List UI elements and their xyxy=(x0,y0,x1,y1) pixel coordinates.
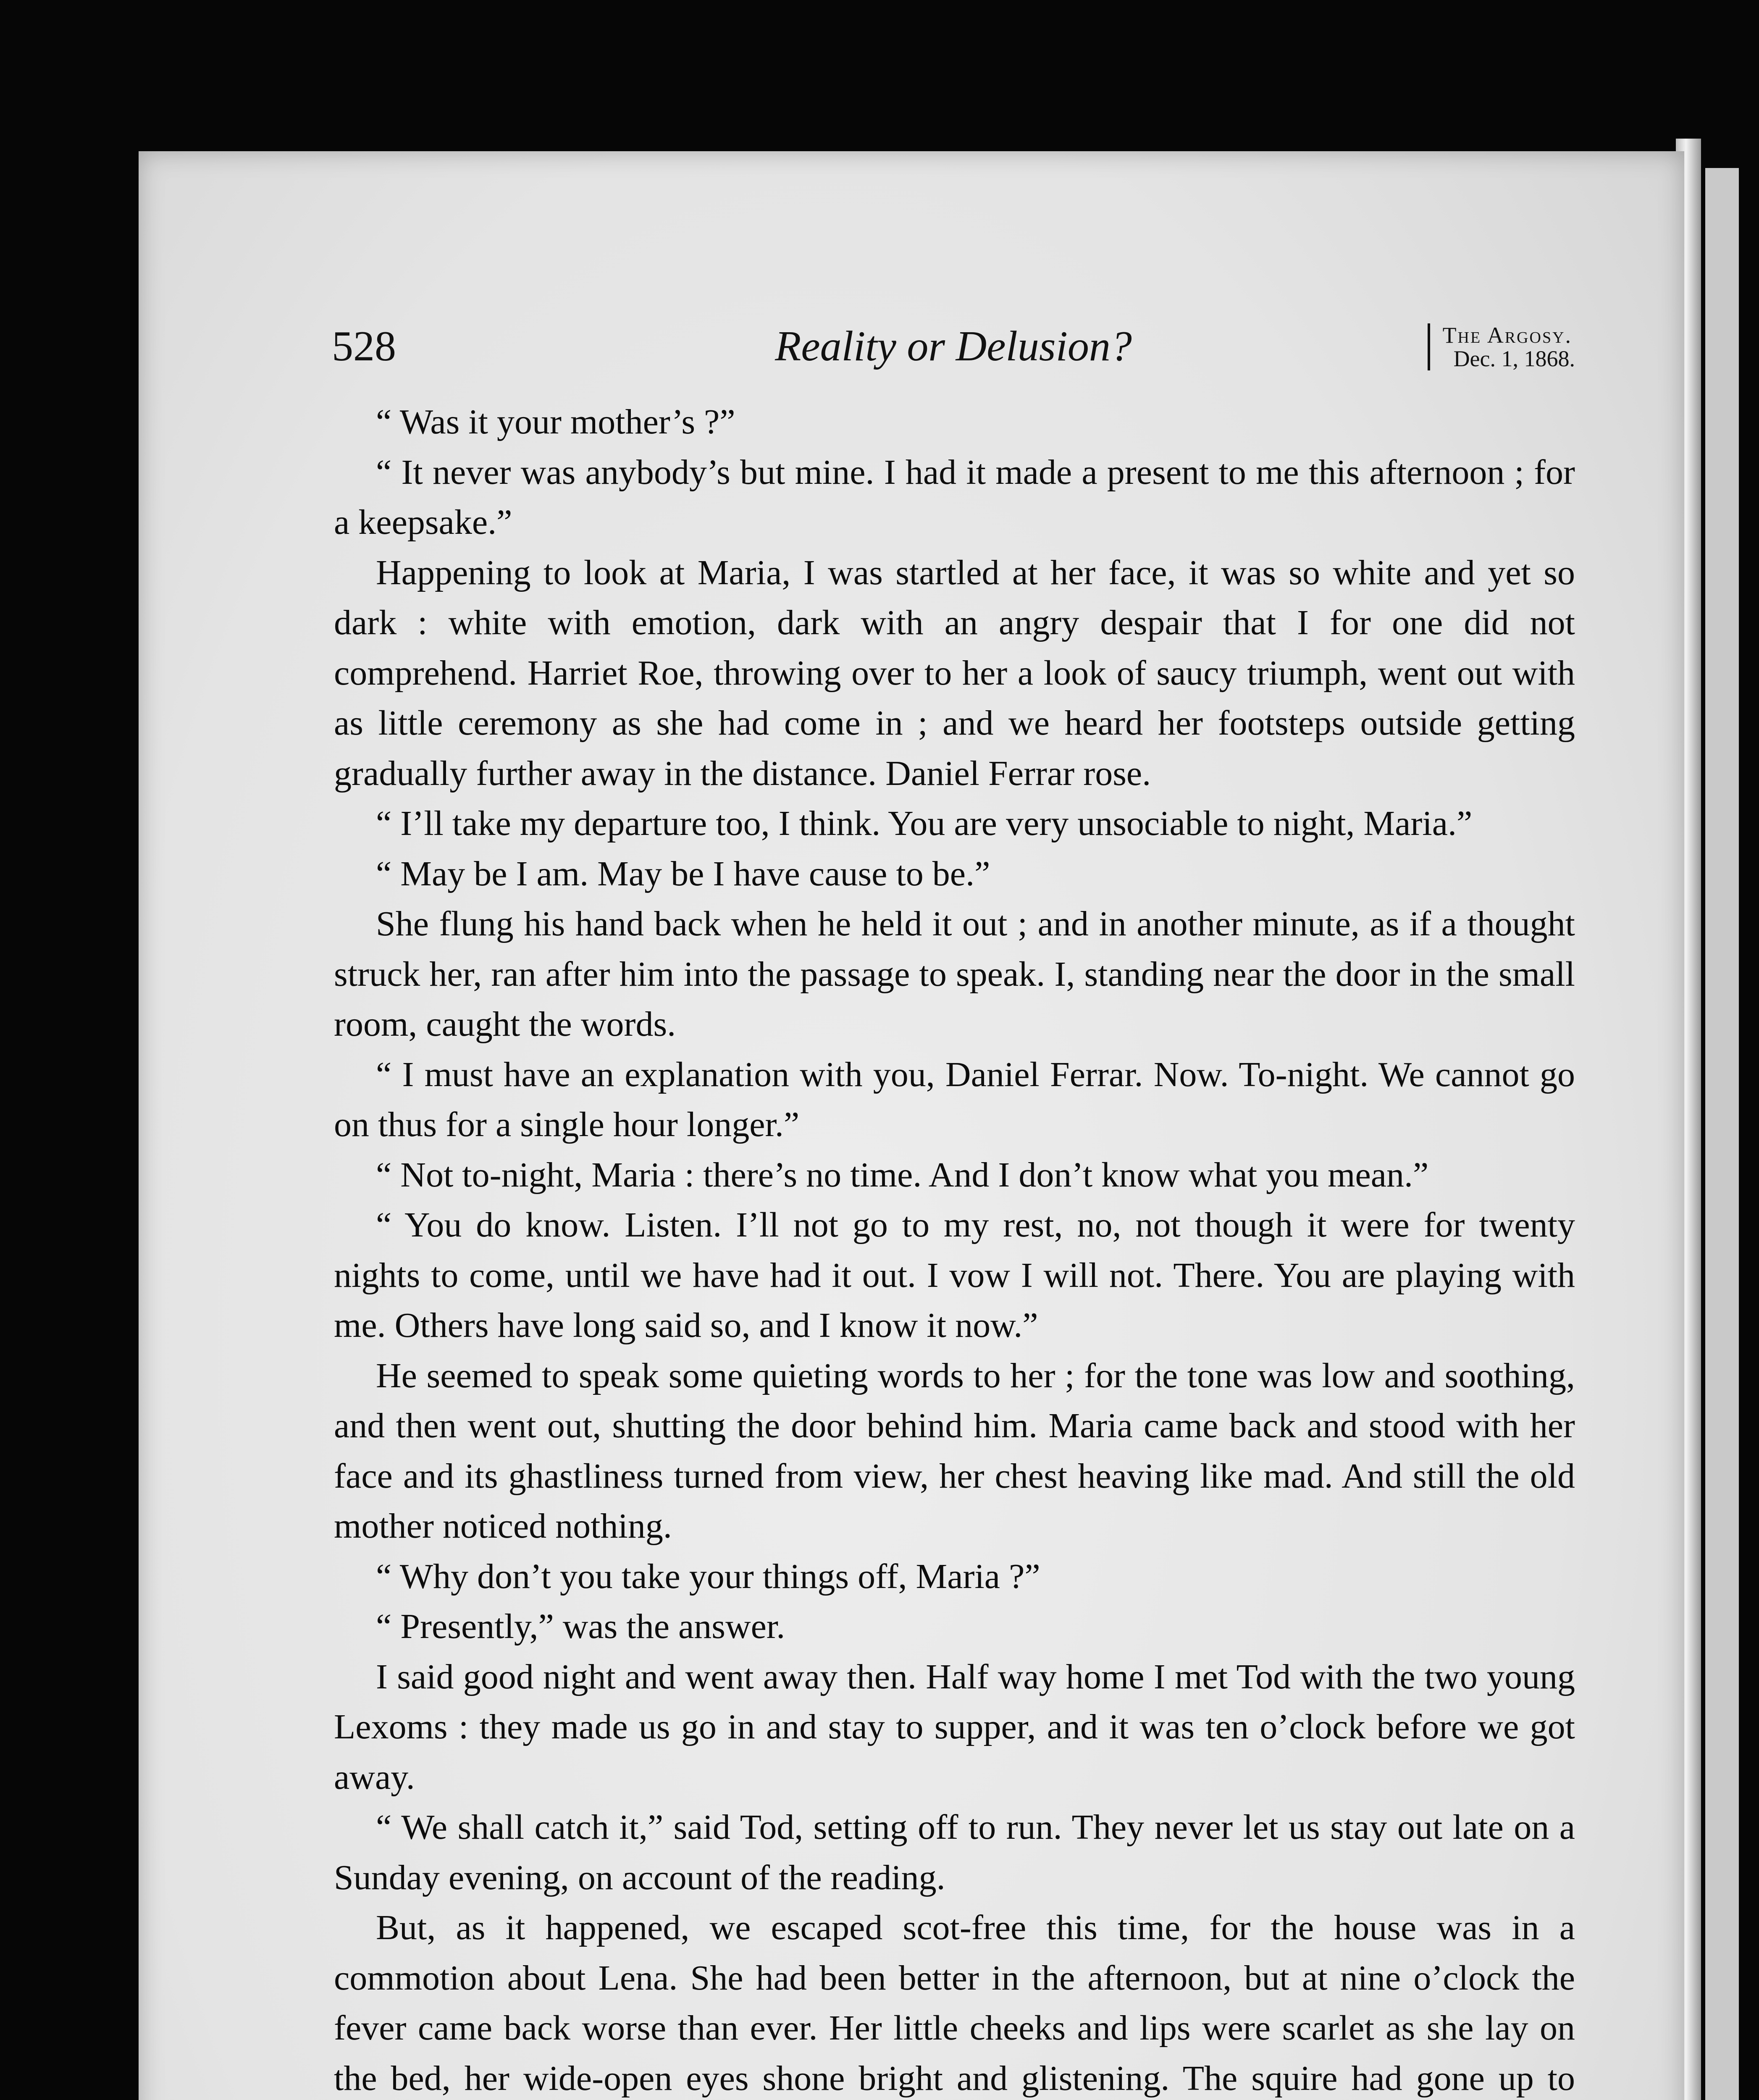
adjacent-page-edge xyxy=(1705,168,1739,2100)
paragraph: “ May be I am. May be I have cause to be.” xyxy=(376,854,990,893)
issue-journal: The Argosy. xyxy=(1442,323,1573,348)
page-header xyxy=(332,319,1575,374)
paragraph: “ I’ll take my departure too, I think. You are very unsociable to night, Maria.” xyxy=(376,804,1473,843)
paragraph: “ It never was anybody’s but mine. I had it made a present to me this afternoon ; for a keepsake.” xyxy=(334,452,1575,542)
paragraph: “ Not to-night, Maria : there’s no time. And I don’t know what you mean.” xyxy=(376,1155,1429,1194)
issue-reference xyxy=(1428,323,1575,370)
paragraph: She flung his hand back when he held it out ; and in another minute, as if a thought struck her, ran after him into the passage to speak. I, standing near the door in the small room, caught the words. xyxy=(334,904,1575,1044)
paragraph: “ Was it your mother’s ?” xyxy=(376,402,735,441)
paragraph: He seemed to speak some quieting words to her ; for the tone was low and soothing, and then went out, shutting the door behind him. Maria came back and stood with her face and its ghastliness turned from view, her chest heaving like mad. And still the old mother noticed nothing. xyxy=(334,1356,1575,1546)
paragraph: “ You do know. Listen. I’ll not go to my rest, no, not though it were for twenty nights to come, until we have had it out. I vow I will not. There. You are playing with me. Others have long said so, and I know it now.” xyxy=(334,1205,1575,1345)
page-body-text xyxy=(334,397,1575,2100)
running-title: Reality or Delusion? xyxy=(775,323,1132,370)
page-number: 528 xyxy=(332,323,396,370)
issue-date: Dec. 1, 1868. xyxy=(1453,346,1575,371)
paragraph: But, as it happened, we escaped scot-free this time, for the house was in a commotion about Lena. She had been better in the afternoon, but at nine o’clock the fever came back worse than ever. Her little cheeks and lips were scarlet as she lay on the bed, her wide-open eyes shone bright and glistening. The squire had gone up to xyxy=(334,1908,1575,2098)
paragraph: I said good night and went away then. Half way home I met Tod with the two young Lexoms : they made us go in and stay to supper, and it was ten o’clock before we got away. xyxy=(334,1657,1575,1797)
paragraph: Happening to look at Maria, I was startled at her face, it was so white and yet so dark : white with emotion, dark with an angry despair that I for one did not comprehend. Harriet Roe, throwing over to her a look of saucy triumph, went out with as little ceremony as she had come in ; and we heard her footsteps outside getting gradually further away in the distance. Daniel Ferrar rose. xyxy=(334,553,1575,793)
paragraph: “ Presently,” was the answer. xyxy=(376,1607,785,1646)
paragraph: “ Why don’t you take your things off, Maria ?” xyxy=(376,1557,1040,1596)
paragraph: “ We shall catch it,” said Tod, setting off to run. They never let us stay out late on a Sunday evening, on account of the reading. xyxy=(334,1808,1575,1897)
paragraph: “ I must have an explanation with you, Daniel Ferrar. Now. To-night. We cannot go on thus for a single hour longer.” xyxy=(334,1055,1575,1144)
